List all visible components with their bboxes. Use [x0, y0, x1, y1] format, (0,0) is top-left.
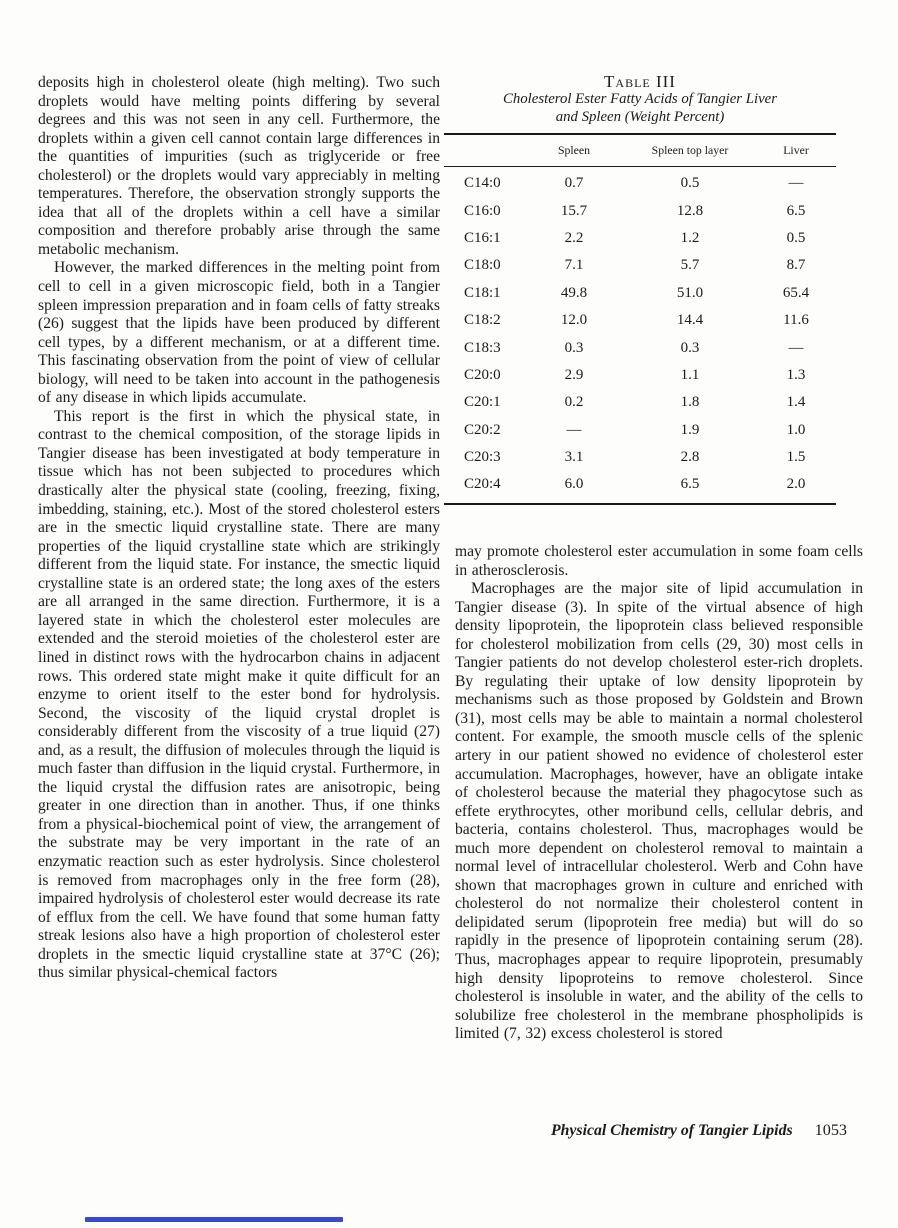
spleen-value: —	[566, 421, 582, 438]
spleen-top-layer-value: 0.3	[680, 339, 700, 356]
table-body	[444, 167, 836, 503]
table-iii	[444, 72, 836, 505]
table-row	[444, 362, 836, 389]
page-number: 1053	[814, 1121, 847, 1139]
spleen-value: 49.8	[560, 284, 588, 301]
spleen-top-layer-value: 1.1	[680, 366, 700, 383]
table-title-line1: Cholesterol Ester Fatty Acids of Tangier Liver	[502, 91, 777, 107]
fatty-acid-label: C20:1	[464, 394, 501, 411]
paragraph-continuation: may promote cholesterol ester accumulation in some foam cells in atherosclerosis.	[455, 543, 863, 579]
table-row	[444, 252, 836, 279]
liver-value: 2.0	[786, 476, 806, 493]
liver-value: —	[788, 175, 804, 192]
fatty-acid-label: C20:4	[464, 476, 501, 493]
spleen-value: 15.7	[560, 202, 588, 219]
spleen-value: 2.9	[564, 366, 584, 383]
liver-value: 11.6	[783, 312, 809, 329]
column-header-liver: Liver	[783, 143, 809, 157]
spleen-top-layer-value: 1.9	[680, 421, 700, 438]
paragraph: This report is the first in which the physical state, in contrast to the chemical composition, of the storage lipids in Tangier disease has been investigated at body temperature in tissue which has not been subjected to procedures which drastically alter the physical state (cooling, freezing, fixing, imbedding, staining, etc.). Most of the stored cholesterol esters are in the smectic liquid crystalline state. There are many properties of the liquid crystalline state which are strikingly different from the liquid state. For instance, the smectic liquid crystalline state is an ordered state; the long axes of the esters are all arranged in the same direction. Furthermore, it is a layered state in which the cholesterol ester molecules are extended and the steroid moieties of the cholesterol ester are lined in distinct rows with the hydrocarbon chains in adjacent rows. This ordered state might make it quite difficult for an enzyme to orient itself to the ester bond for hydrolysis. Second, the viscosity of the liquid crystal droplet is considerably different from the viscosity of a true liquid (27) and, as a result, the diffusion of molecules through the liquid is much faster than diffusion in the liquid crystal. Furthermore, in the liquid crystal the diffusion rates are anisotropic, being greater in one direction than in another. Thus, if one thinks from a physical-biochemical point of view, the arrangement of the substrate may be very important in the rate of an enzymatic reaction such as ester hydrolysis. Since cholesterol is removed from macrophages only in the free form (28), impaired hydrolysis of cholesterol ester would decrease its rate of efflux from the cell. We have found that some human fatty streak lesions also have a high proportion of cholesterol ester droplets in the smectic liquid crystalline state at 37°C (26); thus similar physical-chemical factors	[38, 407, 440, 982]
table-row	[444, 170, 836, 197]
table-title-line2: and Spleen (Weight Percent)	[555, 108, 725, 125]
liver-value: 1.5	[786, 449, 806, 466]
spleen-value: 0.2	[564, 394, 584, 411]
spleen-top-layer-value: 12.8	[676, 202, 704, 219]
table-row	[444, 225, 836, 252]
liver-value: 1.4	[786, 394, 806, 411]
spleen-top-layer-value: 6.5	[680, 476, 700, 493]
fatty-acid-label: C18:2	[464, 312, 501, 329]
fatty-acid-label: C18:1	[464, 284, 501, 301]
liver-value: 1.0	[786, 421, 806, 438]
spleen-value: 3.1	[564, 449, 584, 466]
fatty-acid-label: C16:1	[464, 229, 501, 246]
spleen-value: 12.0	[560, 312, 588, 329]
paragraph: However, the marked differences in the melting point from cell to cell in a given microscopic field, both in a Tangier spleen impression preparation and in foam cells of fatty streaks (26) suggest that the lipids have been produced by different cell types, by a different mechanism, or at a different time. This fascinating observation from the point of view of cellular biology, will need to be taken into account in the pathogenesis of any disease in which lipids accumulate.	[38, 259, 440, 407]
spleen-top-layer-value: 2.8	[680, 449, 700, 466]
table-label: Table III	[604, 72, 676, 91]
liver-value: 0.5	[786, 229, 806, 246]
fatty-acid-label: C18:3	[464, 339, 501, 356]
fatty-acid-label: C20:0	[464, 366, 501, 383]
spleen-value: 0.3	[564, 339, 584, 356]
fatty-acid-label: C18:0	[464, 257, 501, 274]
left-column	[38, 74, 440, 983]
table-row	[444, 197, 836, 224]
spleen-top-layer-value: 14.4	[676, 312, 704, 329]
paragraph: Macrophages are the major site of lipid accumulation in Tangier disease (3). In spite of the virtual absence of high density lipoprotein, the lipoprotein class believed responsible for cholesterol mobilization from cells (29, 30) most cells in Tangier patients do not develop cholesterol ester-rich droplets. By regulating their uptake of low density lipoprotein by mechanisms such as those proposed by Goldstein and Brown (31), most cells may be able to maintain a normal cholesterol content. For example, the smooth muscle cells of the splenic artery in our patient showed no evidence of cholesterol ester accumulation. Macrophages, however, have an obligate intake of cholesterol because the material they phagocytose such as effete erythrocytes, other moribund cells, cellular debris, and bacteria, contains cholesterol. Thus, macrophages would be much more dependent on cholesterol removal to maintain a normal level of intracellular cholesterol. Werb and Cohn have shown that macrophages grown in culture and enriched with cholesterol do not normalize their cholesterol content in delipidated serum (lipoprotein free media) but will do so rapidly in the presence of lipoprotein containing serum (28). Thus, macrophages appear to require lipoprotein, presumably high density lipoproteins to remove cholesterol. Since cholesterol is insoluble in water, and the ability of the cells to solubilize free cholesterol in the membrane phospholipids is limited (7, 32) excess cholesterol is stored	[455, 580, 863, 1043]
liver-value: 8.7	[786, 257, 806, 274]
spleen-value: 0.7	[564, 175, 584, 192]
fatty-acid-label: C16:0	[464, 202, 501, 219]
blue-ink-mark	[85, 1217, 343, 1222]
column-header-spleen-top-layer: Spleen top layer	[651, 143, 729, 157]
spleen-top-layer-value: 1.2	[680, 229, 700, 246]
liver-value: 6.5	[786, 202, 806, 219]
fatty-acid-label: C14:0	[464, 175, 501, 192]
liver-value: —	[788, 339, 804, 356]
table-row	[444, 334, 836, 361]
table-row	[444, 389, 836, 416]
right-column	[455, 543, 863, 1044]
table-row	[444, 280, 836, 307]
table-row	[444, 417, 836, 444]
spleen-top-layer-value: 0.5	[680, 175, 700, 192]
fatty-acid-label: C20:2	[464, 421, 501, 438]
column-header-spleen: Spleen	[557, 143, 591, 157]
liver-value: 1.3	[786, 366, 806, 383]
table-rule-bottom	[444, 503, 836, 505]
paragraph-continuation: deposits high in cholesterol oleate (high melting). Two such droplets would have melting points differing by several degrees and this was not seen in any cell. Furthermore, the droplets within a given cell cannot contain large differences in the quantities of impurities (such as triglyceride or free cholesterol) or the droplets would vary appreciably in melting temperatures. Therefore, the observation strongly supports the idea that all of the droplets within a cell have a similar composition and therefore probably arise through the same metabolic mechanism.	[38, 74, 440, 258]
spleen-top-layer-value: 51.0	[676, 284, 704, 301]
fatty-acid-label: C20:3	[464, 449, 501, 466]
spleen-value: 7.1	[564, 257, 584, 274]
table-row	[444, 471, 836, 498]
liver-value: 65.4	[782, 284, 810, 301]
spleen-top-layer-value: 5.7	[680, 257, 700, 274]
table-row	[444, 307, 836, 334]
spleen-value: 6.0	[564, 476, 584, 493]
spleen-value: 2.2	[564, 229, 584, 246]
page-footer	[455, 1121, 863, 1140]
spleen-top-layer-value: 1.8	[680, 394, 700, 411]
table-header-row	[444, 135, 836, 166]
table-row	[444, 444, 836, 471]
running-title: Physical Chemistry of Tangier Lipids	[550, 1122, 793, 1139]
